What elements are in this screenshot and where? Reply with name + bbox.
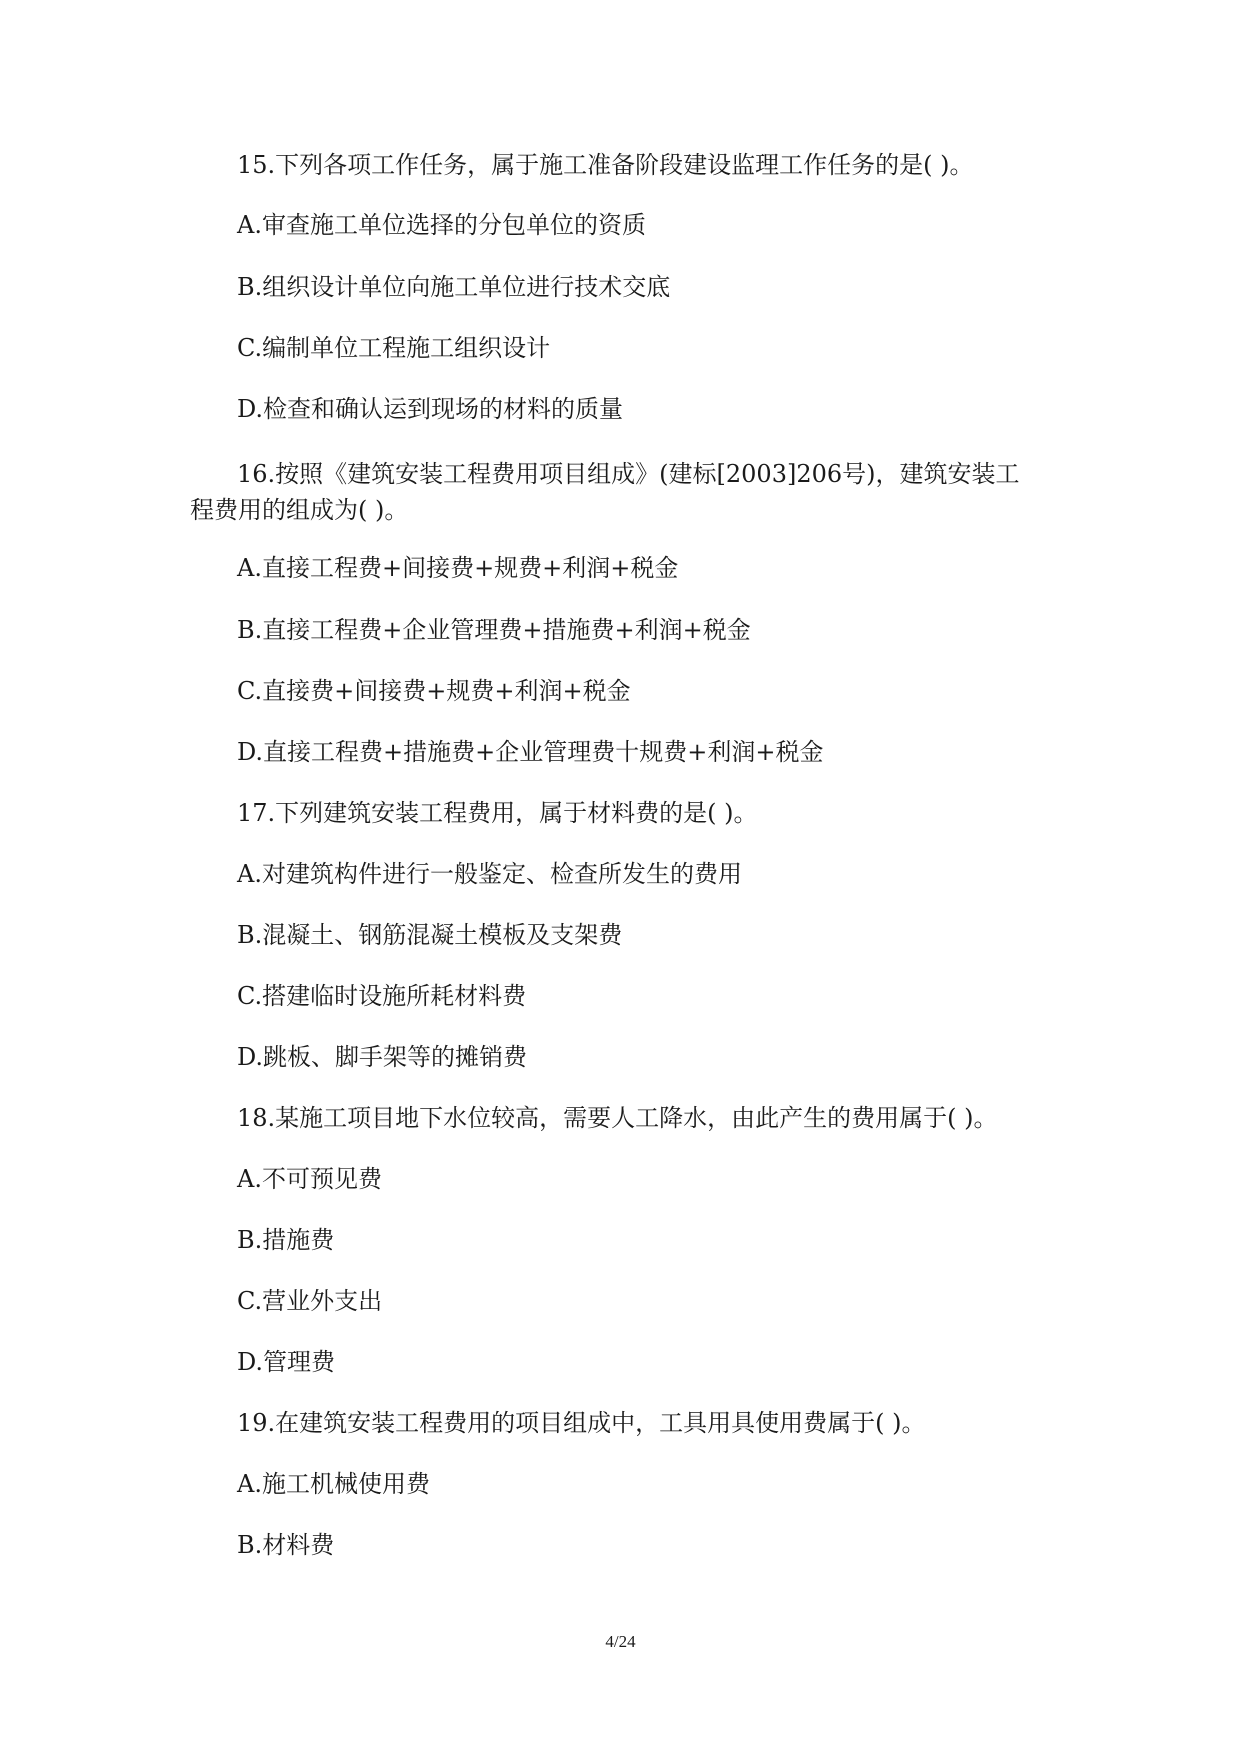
question-18-option-c: C.营业外支出 (237, 1287, 383, 1315)
question-19-option-b: B.材料费 (237, 1531, 335, 1559)
question-17-option-c: C.搭建临时设施所耗材料费 (237, 982, 527, 1010)
question-15-option-d: D.检查和确认运到现场的材料的质量 (237, 395, 624, 423)
question-17-stem: 17.下列建筑安装工程费用，属于材料费的是( )。 (237, 799, 758, 827)
question-18-option-b: B.措施费 (237, 1226, 335, 1254)
question-15-option-a: A.审查施工单位选择的分包单位的资质 (237, 211, 646, 239)
question-16-stem-line2: 程费用的组成为( )。 (190, 496, 409, 524)
question-17-option-d: D.跳板、脚手架等的摊销费 (237, 1043, 528, 1071)
question-15-option-b: B.组织设计单位向施工单位进行技术交底 (237, 273, 671, 301)
question-17-option-b: B.混凝土、钢筋混凝土模板及支架费 (237, 921, 623, 949)
question-16-option-c: C.直接费+间接费+规费+利润+税金 (237, 677, 631, 705)
question-15-option-c: C.编制单位工程施工组织设计 (237, 334, 551, 362)
question-18-option-d: D.管理费 (237, 1348, 336, 1376)
question-18-option-a: A.不可预见费 (237, 1165, 382, 1193)
question-19-stem: 19.在建筑安装工程费用的项目组成中，工具用具使用费属于( )。 (237, 1409, 926, 1437)
question-16-stem-line1: 16.按照《建筑安装工程费用项目组成》(建标[2003]206号)，建筑安装工 (237, 460, 1020, 488)
question-18-stem: 18.某施工项目地下水位较高，需要人工降水，由此产生的费用属于( )。 (237, 1104, 998, 1132)
question-15-stem: 15.下列各项工作任务，属于施工准备阶段建设监理工作任务的是( )。 (237, 151, 974, 179)
page-number: 4/24 (605, 1632, 636, 1651)
question-17-option-a: A.对建筑构件进行一般鉴定、检查所发生的费用 (237, 860, 742, 888)
question-16-option-b: B.直接工程费+企业管理费+措施费+利润+税金 (237, 616, 751, 644)
question-19-option-a: A.施工机械使用费 (237, 1470, 430, 1498)
question-16-option-d: D.直接工程费+措施费+企业管理费十规费+利润+税金 (237, 738, 824, 766)
question-16-option-a: A.直接工程费+间接费+规费+利润+税金 (237, 554, 679, 582)
question-16-stem (190, 456, 1060, 528)
